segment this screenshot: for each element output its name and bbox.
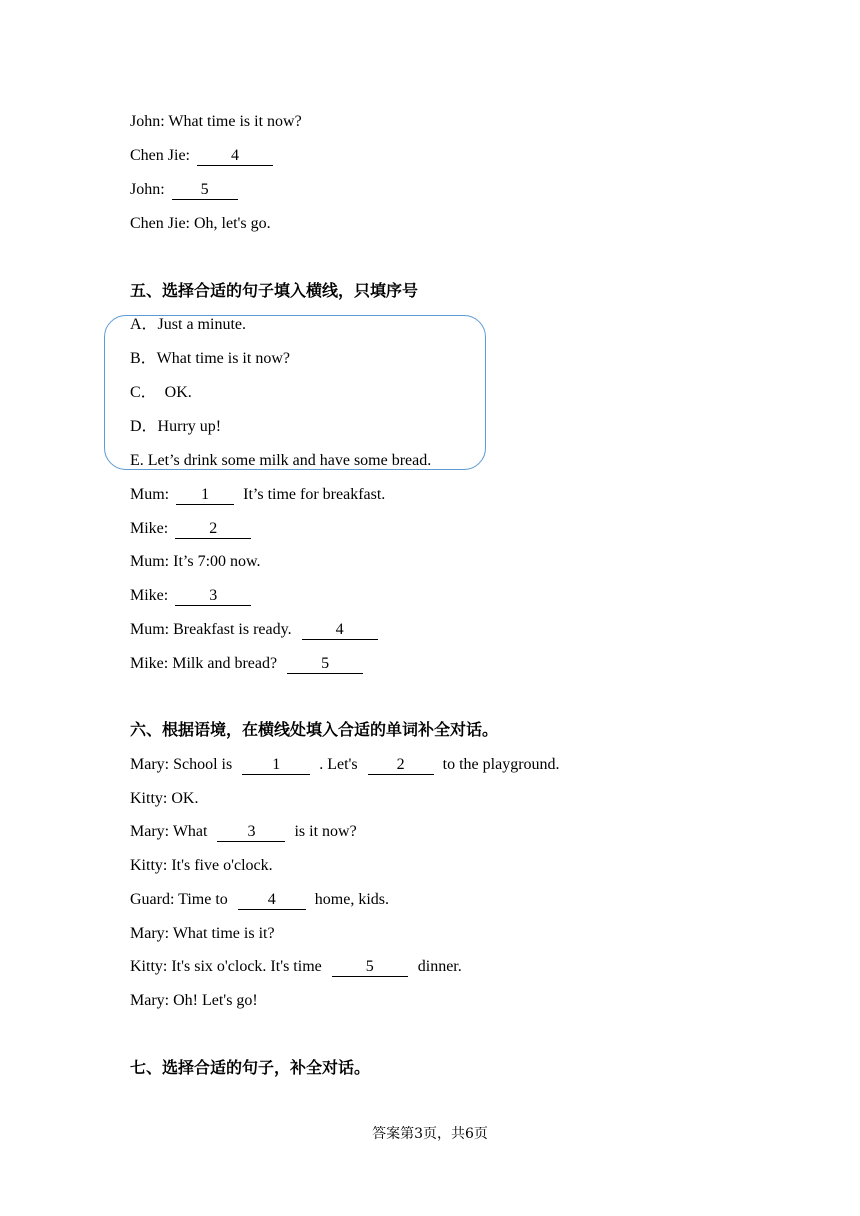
- option-item: E. Let’s drink some milk and have some bread.: [130, 452, 432, 469]
- section-heading: 五、选择合适的句子填入横线，只填序号: [130, 281, 419, 300]
- section-heading: 七、选择合适的句子，补全对话。: [130, 1058, 371, 1077]
- answer-blank: 1: [242, 756, 310, 775]
- page-footer: 答案第3页，共6页: [372, 1126, 488, 1142]
- answer-blank: 5: [172, 181, 238, 200]
- answer-blank: 4: [238, 891, 306, 910]
- dialog-line: Mike: 2: [130, 519, 251, 539]
- answer-blank: 1: [176, 486, 234, 505]
- dialog-line: Mary: What time is it?: [130, 925, 275, 942]
- dialog-line: John: What time is it now?: [130, 113, 302, 130]
- answer-blank: 4: [197, 147, 273, 166]
- dialog-line: Mum: 1 It’s time for breakfast.: [130, 486, 386, 503]
- option-item: D．Hurry up!: [130, 418, 222, 435]
- option-item: C． OK.: [130, 384, 192, 401]
- dialog-line: Kitty: OK.: [130, 790, 199, 807]
- dialog-line: Mike: 3: [130, 586, 251, 606]
- dialog-line: Mum: It’s 7:00 now.: [130, 553, 261, 570]
- dialog-line: Chen Jie: 4: [130, 146, 273, 166]
- dialog-line: Mike: Milk and bread? 5: [130, 654, 363, 674]
- answer-blank: 5: [332, 958, 408, 977]
- dialog-line: Guard: Time to 4 home, kids.: [130, 891, 390, 908]
- answer-blank: 3: [217, 823, 285, 842]
- dialog-line: Chen Jie: Oh, let's go.: [130, 215, 271, 232]
- dialog-line: Mary: School is 1 . Let's 2 to the playground.: [130, 756, 560, 773]
- dialog-line: Mum: Breakfast is ready. 4: [130, 620, 378, 640]
- section-heading: 六、根据语境，在横线处填入合适的单词补全对话。: [130, 720, 499, 739]
- dialog-line: Mary: What 3 is it now?: [130, 823, 357, 840]
- dialog-line: Kitty: It's six o'clock. It's time 5 dinner.: [130, 958, 462, 975]
- option-item: B．What time is it now?: [130, 350, 290, 367]
- answer-blank: 2: [175, 520, 251, 539]
- dialog-line: John: 5: [130, 180, 238, 200]
- option-item: A．Just a minute.: [130, 316, 246, 333]
- answer-blank: 3: [175, 587, 251, 606]
- answer-blank: 5: [287, 655, 363, 674]
- answer-blank: 2: [368, 756, 434, 775]
- dialog-line: Kitty: It's five o'clock.: [130, 857, 273, 874]
- dialog-line: Mary: Oh! Let's go!: [130, 992, 258, 1009]
- answer-blank: 4: [302, 621, 378, 640]
